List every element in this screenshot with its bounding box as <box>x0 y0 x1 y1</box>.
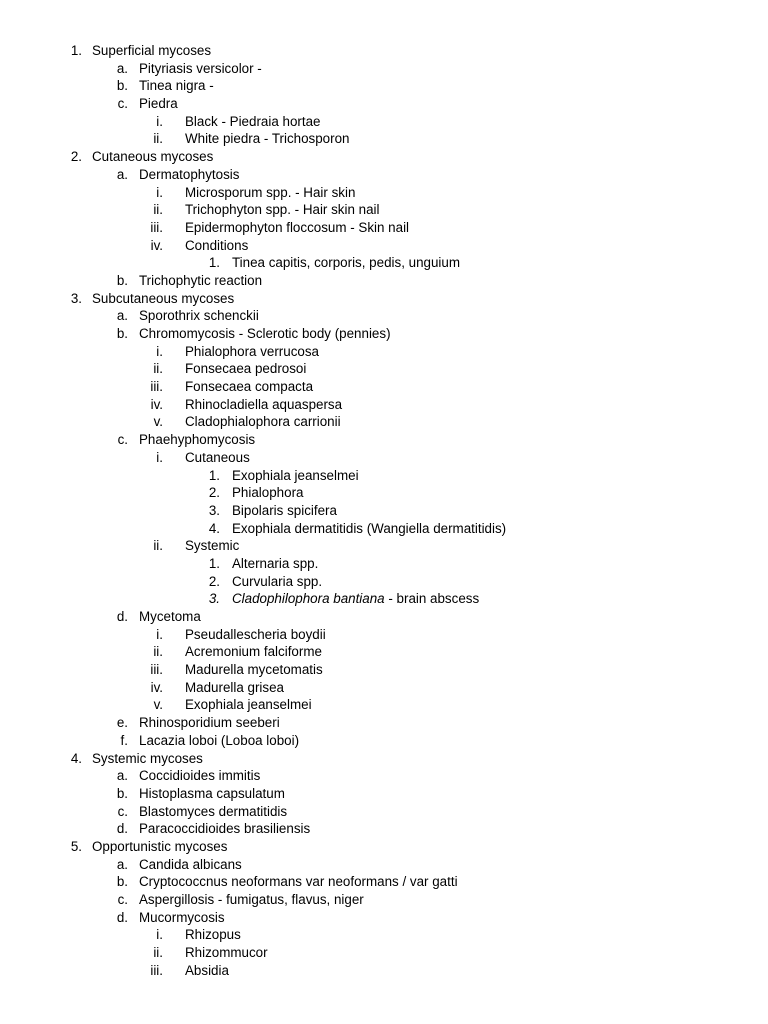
outline-item-text: Histoplasma capsulatum <box>139 785 285 801</box>
list-marker: 5. <box>70 838 82 854</box>
list-marker: 1. <box>208 555 220 571</box>
outline-item-text: White piedra - Trichosporon <box>185 131 350 147</box>
list-marker: iv. <box>150 679 163 695</box>
outline-item <box>0 360 768 378</box>
outline-item <box>0 60 768 78</box>
outline-item-text: Superficial mycoses <box>92 43 212 58</box>
list-marker: c. <box>117 96 128 112</box>
outline-item <box>0 555 768 573</box>
list-marker: 3. <box>208 502 220 518</box>
outline-item-text: Sporothrix schenckii <box>139 308 259 324</box>
outline-item-text: Subcutaneous mycoses <box>92 290 235 306</box>
list-marker: v. <box>153 414 163 430</box>
outline-item-text: Fonsecaea compacta <box>185 379 314 395</box>
outline-item-text: Phaehyphomycosis <box>139 432 256 448</box>
list-marker: b. <box>116 326 128 341</box>
document-body <box>0 42 768 979</box>
list-marker: iv. <box>150 237 163 253</box>
list-marker: ii. <box>153 644 163 660</box>
outline-item-text: Exophiala jeanselmei <box>232 467 359 483</box>
outline-item <box>0 113 768 131</box>
outline-item-text: Coccidioides immitis <box>139 768 261 784</box>
outline-item-text: Trichophytic reaction <box>139 272 263 288</box>
outline-item-text: Phialophora <box>232 485 304 501</box>
outline-item <box>0 785 768 803</box>
list-marker: ii. <box>153 361 163 377</box>
outline-item-text: Cladophialophora carrionii <box>185 414 341 430</box>
outline-item-text: Dermatophytosis <box>139 166 240 182</box>
list-marker: 1. <box>70 43 82 58</box>
outline-item <box>0 201 768 219</box>
outline-item <box>0 325 768 343</box>
list-marker: i. <box>156 927 163 943</box>
list-marker: ii. <box>153 202 163 218</box>
outline-item <box>0 77 768 95</box>
outline-item <box>0 608 768 626</box>
outline-item-text: Black - Piedraia hortae <box>185 113 321 129</box>
outline-item <box>0 696 768 714</box>
outline-item-text: Tinea capitis, corporis, pedis, unguium <box>232 255 461 271</box>
outline-item-text: Systemic mycoses <box>92 750 203 766</box>
list-marker: b. <box>116 78 128 94</box>
outline-item-text: Phialophora verrucosa <box>185 343 319 359</box>
list-marker: a. <box>116 856 128 872</box>
outline-item-text: Rhinocladiella aquaspersa <box>185 396 343 412</box>
outline-item <box>0 484 768 502</box>
list-marker: c. <box>117 432 128 448</box>
outline-item-text: Candida albicans <box>139 856 242 872</box>
list-marker: iii. <box>150 379 163 395</box>
list-marker: ii. <box>153 538 163 554</box>
outline-item-text: Piedra <box>139 96 178 112</box>
list-marker: i. <box>156 113 163 129</box>
outline-item-text: Rhizopus <box>185 927 241 943</box>
outline-item-text: Microsporum spp. - Hair skin <box>185 184 356 200</box>
list-marker: 3. <box>208 591 220 607</box>
list-marker: i. <box>156 626 163 642</box>
outline-item-text: Trichophyton spp. - Hair skin nail <box>185 202 380 218</box>
outline-item <box>0 467 768 485</box>
list-marker: b. <box>116 785 128 801</box>
outline-item-text: Systemic <box>185 538 240 554</box>
list-marker: iv. <box>150 396 163 412</box>
list-marker: 4. <box>208 520 220 536</box>
outline-item-text: Pityriasis versicolor - <box>139 60 262 76</box>
outline-item <box>0 42 768 60</box>
outline-item-text: Absidia <box>185 962 229 978</box>
outline-item <box>0 926 768 944</box>
list-marker: d. <box>116 909 128 925</box>
list-marker: e. <box>116 715 128 731</box>
outline-item <box>0 502 768 520</box>
list-marker: b. <box>116 874 128 890</box>
outline-item-text: Tinea nigra - <box>139 78 214 94</box>
outline-item-text: Acremonium falciforme <box>185 644 322 660</box>
outline-item <box>0 290 768 308</box>
list-marker: c. <box>117 803 128 819</box>
outline-item-text: Paracoccidioides brasiliensis <box>139 821 311 837</box>
outline-item <box>0 378 768 396</box>
list-marker: 2. <box>70 149 82 165</box>
outline-item <box>0 679 768 697</box>
outline-item <box>0 413 768 431</box>
outline-item <box>0 573 768 591</box>
outline-item <box>0 343 768 361</box>
item-description: - brain abscess <box>384 591 480 607</box>
outline-item <box>0 148 768 166</box>
outline-item-text: Cryptococcnus neoformans var neoformans / var gatti <box>139 874 458 890</box>
outline-item-text: Bipolaris spicifera <box>232 502 337 518</box>
outline-item <box>0 838 768 856</box>
outline-item <box>0 643 768 661</box>
list-marker: iii. <box>150 662 163 678</box>
outline-item-text: Fonsecaea pedrosoi <box>185 361 307 377</box>
outline-item <box>0 944 768 962</box>
outline-item <box>0 184 768 202</box>
list-marker: i. <box>156 184 163 200</box>
list-marker: 4. <box>70 750 82 766</box>
outline-item-text: Pseudallescheria boydii <box>185 626 326 642</box>
outline-item-text: Epidermophyton floccosum - Skin nail <box>185 219 410 235</box>
outline-item <box>0 750 768 768</box>
outline-item <box>0 272 768 290</box>
outline-item-text: Chromomycosis - Sclerotic body (pennies) <box>139 326 391 341</box>
outline-item <box>0 254 768 272</box>
outline-item-text: Mycetoma <box>139 609 201 624</box>
list-marker: c. <box>117 892 128 907</box>
list-marker: d. <box>116 821 128 837</box>
list-marker: ii. <box>153 945 163 961</box>
outline-item <box>0 767 768 785</box>
list-marker: 2. <box>208 573 220 589</box>
outline-item <box>0 431 768 449</box>
list-marker: i. <box>156 449 163 465</box>
outline-item <box>0 520 768 538</box>
outline-item <box>0 891 768 909</box>
outline-item <box>0 661 768 679</box>
list-marker: a. <box>116 308 128 324</box>
outline-item-text: Rhizommucor <box>185 945 268 961</box>
list-marker: iii. <box>150 962 163 978</box>
outline-item <box>0 909 768 927</box>
italic-species-name: Cladophilophora bantiana <box>232 591 385 607</box>
outline-item-text <box>232 590 479 608</box>
outline-item-text: Conditions <box>185 237 249 253</box>
outline-item <box>0 307 768 325</box>
list-marker: 1. <box>208 255 220 271</box>
outline-item-text: Exophiala jeanselmei <box>185 697 312 713</box>
outline-item-text: Cutaneous <box>185 449 250 465</box>
list-marker: ii. <box>153 131 163 147</box>
outline-item-text: Madurella mycetomatis <box>185 662 323 678</box>
outline-item <box>0 130 768 148</box>
outline-item-text: Exophiala dermatitidis (Wangiella dermatitidis) <box>232 520 507 536</box>
outline-item <box>0 873 768 891</box>
list-marker: a. <box>116 166 128 182</box>
outline-item-text: Curvularia spp. <box>232 573 323 589</box>
outline-item <box>0 856 768 874</box>
outline-item <box>0 590 768 608</box>
outline-item-text: Madurella grisea <box>185 679 284 695</box>
list-marker: d. <box>116 609 128 624</box>
outline-item-text: Aspergillosis - fumigatus, flavus, niger <box>139 892 364 907</box>
outline-item <box>0 626 768 644</box>
outline-item <box>0 962 768 980</box>
list-marker: iii. <box>150 219 163 235</box>
outline-item <box>0 219 768 237</box>
outline-item <box>0 396 768 414</box>
outline-item-text: Mucormycosis <box>139 909 225 925</box>
outline-item <box>0 449 768 467</box>
outline-item <box>0 537 768 555</box>
list-marker: v. <box>153 697 163 713</box>
list-marker: i. <box>156 343 163 359</box>
outline-item <box>0 166 768 184</box>
list-marker: a. <box>116 768 128 784</box>
outline-item-text: Cutaneous mycoses <box>92 149 214 165</box>
outline-item <box>0 820 768 838</box>
outline-item-text: Opportunistic mycoses <box>92 838 228 854</box>
outline-item <box>0 714 768 732</box>
outline-item <box>0 237 768 255</box>
outline-item <box>0 95 768 113</box>
outline-item <box>0 732 768 750</box>
list-marker: 2. <box>208 485 220 501</box>
list-marker: f. <box>120 732 128 748</box>
outline-item-text: Rhinosporidium seeberi <box>139 715 280 731</box>
outline-item <box>0 803 768 821</box>
outline-item-text: Blastomyces dermatitidis <box>139 803 288 819</box>
outline-item-text: Alternaria spp. <box>232 555 319 571</box>
list-marker: 1. <box>208 467 220 483</box>
list-marker: b. <box>116 272 128 288</box>
list-marker: a. <box>116 60 128 76</box>
outline-item-text: Lacazia loboi (Loboa loboi) <box>139 732 300 748</box>
list-marker: 3. <box>70 290 82 306</box>
